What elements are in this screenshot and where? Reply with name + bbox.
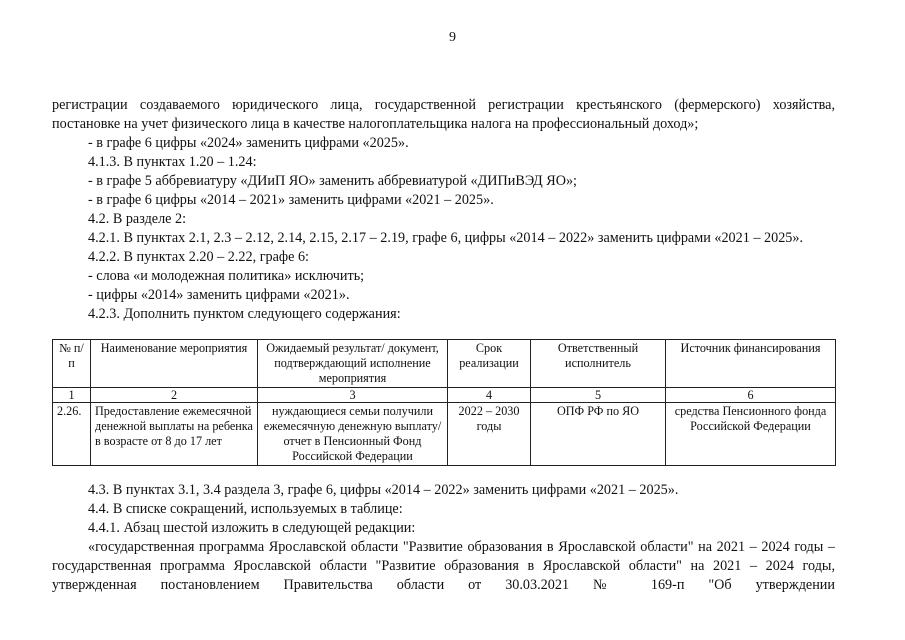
text-block-upper xyxy=(52,96,835,324)
column-number: 3 xyxy=(258,388,448,403)
table-header-row xyxy=(53,340,836,388)
table-cell: нуждающиеся семьи получили ежемесячную денежную выплату/ отчет в Пенсионный Фонд Российской Федерации xyxy=(258,403,448,466)
header-cell: Наименование мероприятия xyxy=(91,340,258,388)
column-number: 2 xyxy=(91,388,258,403)
table-cell: средства Пенсионного фонда Российской Федерации xyxy=(666,403,836,466)
column-number: 6 xyxy=(666,388,836,403)
paragraph: 4.4. В списке сокращений, используемых в таблице: xyxy=(88,501,403,517)
paragraph: - в графе 6 цифры «2024» заменить цифрами «2025». xyxy=(88,135,409,151)
header-cell: Ответственный исполнитель xyxy=(531,340,666,388)
paragraph: - цифры «2014» заменить цифрами «2021». xyxy=(88,287,350,303)
paragraph: регистрации создаваемого юридического лица, государственной регистрации крестьянского (фермерского) хозяйства, постановке на учет физического лица в качестве налогоплательщика налога на профессиональный доход»; xyxy=(52,97,835,132)
column-number: 5 xyxy=(531,388,666,403)
table-number-row xyxy=(53,388,836,403)
paragraph: 4.4.1. Абзац шестой изложить в следующей редакции: xyxy=(88,520,416,536)
column-number: 1 xyxy=(53,388,91,403)
paragraph: - слова «и молодежная политика» исключить; xyxy=(88,268,365,284)
text-block-lower xyxy=(52,481,835,595)
table-row xyxy=(53,403,836,466)
table-cell: 2022 – 2030 годы xyxy=(448,403,531,466)
paragraph: - в графе 6 цифры «2014 – 2021» заменить цифрами «2021 – 2025». xyxy=(88,192,494,208)
column-number: 4 xyxy=(448,388,531,403)
header-cell: № п/п xyxy=(53,340,91,388)
paragraph: 4.2. В разделе 2: xyxy=(88,211,187,227)
measures-table xyxy=(52,339,836,466)
table-cell: 2.26. xyxy=(53,403,91,466)
table-cell: ОПФ РФ по ЯО xyxy=(531,403,666,466)
paragraph: «государственная программа Ярославской области "Развитие образования в Ярославской области" на 2021 – 2024 годы – государственная программа Ярославской области "Развитие образования в Ярославской области" на 2021 – 2024 годы, утвержденная постановлением Правительства области от 30.03.2021 № 169-п "Об утверждении xyxy=(52,539,835,593)
paragraph: - в графе 5 аббревиатуру «ДИиП ЯО» заменить аббревиатурой «ДИПиВЭД ЯО»; xyxy=(88,173,577,189)
header-cell: Срок реализации xyxy=(448,340,531,388)
paragraph: 4.2.3. Дополнить пунктом следующего содержания: xyxy=(88,306,401,322)
header-cell: Ожидаемый результат/ документ, подтверждающий исполнение мероприятия xyxy=(258,340,448,388)
paragraph: 4.3. В пунктах 3.1, 3.4 раздела 3, графе 6, цифры «2014 – 2022» заменить цифрами «2021 – 2025». xyxy=(88,482,679,498)
paragraph: 4.1.3. В пунктах 1.20 – 1.24: xyxy=(88,154,257,170)
paragraph: 4.2.1. В пунктах 2.1, 2.3 – 2.12, 2.14, 2.15, 2.17 – 2.19, графе 6, цифры «2014 – 2022» заменить цифрами «2021 – 2025». xyxy=(88,230,804,246)
table-cell: Предоставление ежемесячной денежной выплаты на ребенка в возрасте от 8 до 17 лет xyxy=(91,403,258,466)
paragraph: 4.2.2. В пунктах 2.20 – 2.22, графе 6: xyxy=(88,249,309,265)
header-cell: Источник финансирования xyxy=(666,340,836,388)
page-number: 9 xyxy=(449,30,456,45)
